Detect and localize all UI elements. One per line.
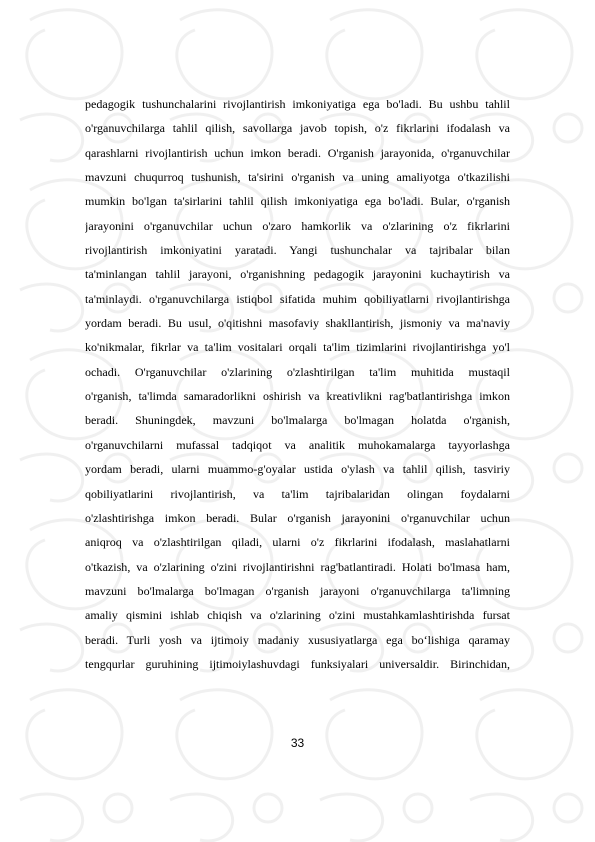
text-line: beradi. Shuningdek, mavzuni bo'lmalarga bo'lmagan holatda o'rganish, xyxy=(85,413,510,428)
text-line: yordam beradi. Bu usul, o'qitishni masofaviy shakllantirish, jismoniy va ma'naviy xyxy=(85,316,510,331)
text-line: ta'minlaydi. o'rganuvchilarga istiqbol sifatida muhim qobiliyatlarni rivojlantirishga xyxy=(85,291,510,306)
text-line: yordam beradi, ularni muammo-g'oyalar ustida o'ylash va tahlil qilish, tasviriy xyxy=(85,462,510,477)
text-line: beradi. Turli yosh va ijtimoiy madaniy xususiyatlarga ega bo‘lishiga qaramay xyxy=(85,632,510,647)
text-line: tengqurlar guruhining ijtimoiylashuvdagi funksiyalari universaldir. Birinchidan, xyxy=(85,656,510,671)
text-line: amaliy qismini ishlab chiqish va o'zlarining o'zini mustahkamlashtirishda fursat xyxy=(85,608,510,623)
text-line: pedagogik tushunchalarini rivojlantirish imkoniyatiga ega bo'ladi. Bu ushbu tahlil xyxy=(85,97,510,111)
text-line: qobiliyatlarini rivojlantirish, va ta'lim tajribalaridan olingan foydalarni xyxy=(85,486,510,501)
text-line: o'zlashtirishga imkon beradi. Bular o'rganish jarayonini o'rganuvchilar uchun xyxy=(85,510,510,525)
text-line: ta'minlangan tahlil jarayoni, o'rganishning pedagogik jarayonini kuchaytirish va xyxy=(85,267,510,282)
text-line: mumkin bo'lgan ta'sirlarini tahlil qilish imkoniyatiga ega bo'ladi. Bular, o'rganish xyxy=(85,194,510,209)
text-line: ochadi. O'rganuvchilar o'zlarining o'zlashtirilgan ta'lim muhitida mustaqil xyxy=(85,364,510,379)
text-line: mavzuni bo'lmalarga bo'lmagan o'rganish jarayoni o'rganuvchilarga ta'limning xyxy=(85,583,510,598)
text-line: o'rganuvchilarni mufassal tadqiqot va analitik muhokamalarga tayyorlashga xyxy=(85,437,510,452)
text-line: qarashlarni rivojlantirish uchun imkon beradi. O'rganish jarayonida, o'rganuvchilar xyxy=(85,145,510,160)
text-line: aniqroq va o'zlashtirilgan qiladi, ularni o'z fikrlarini ifodalash, maslahatlarni xyxy=(85,535,510,550)
text-line: o'rganuvchilarga tahlil qilish, savollarga javob topish, o'z fikrlarini ifodalash va xyxy=(85,121,510,136)
text-line: o'tkazish, va o'zlarining o'zini rivojlantirishni rag'batlantiradi. Holati bo'lmasa ham, xyxy=(85,559,510,574)
text-line: jarayonini o'rganuvchilar uchun o'zaro hamkorlik va o'zlarining o'z fikrlarini xyxy=(85,218,510,233)
body-paragraph xyxy=(85,92,510,676)
text-line: rivojlantirish imkoniyatini yaratadi. Yangi tushunchalar va tajribalar bilan xyxy=(85,243,510,258)
text-line: mavzuni chuqurroq tushunish, ta'sirini o'rganish va uning amaliyotga o'tkazilishi xyxy=(85,170,510,185)
page-number: 33 xyxy=(290,736,305,750)
text-line: o'rganish, ta'limda samaradorlikni oshirish va kreativlikni rag'batlantirishga imkon xyxy=(85,389,510,404)
text-line: ko'nikmalar, fikrlar va ta'lim vositalari orqali ta'lim tizimlarini rivojlantirishga yo'l xyxy=(85,340,510,355)
